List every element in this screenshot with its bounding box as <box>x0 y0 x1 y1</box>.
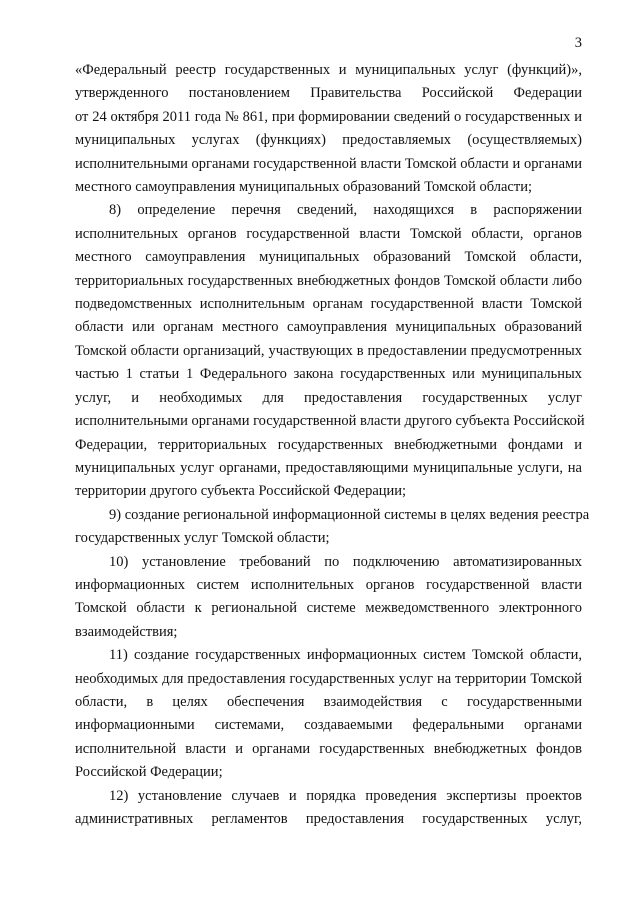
text-line: Федерации, территориальных государственных внебюджетными фондами и <box>75 436 582 453</box>
text-line: области или органам местного самоуправления муниципальных образований <box>75 319 582 336</box>
text-line: взаимодействия; <box>75 623 178 640</box>
paragraph <box>75 504 590 551</box>
text-line: Томской области к региональной системе межведомственного электронного <box>75 600 582 617</box>
text-line: административных регламентов предоставления государственных услуг, <box>75 811 582 827</box>
text-line: исполнительных органов государственной власти Томской области, органов <box>75 225 582 242</box>
text-line: исполнительными органами государственной власти Томской области и органами <box>75 155 582 172</box>
text-line: 10) установление требований по подключению автоматизированных <box>109 553 582 570</box>
text-line: местного самоуправления муниципальных образований Томской области; <box>75 179 532 196</box>
text-line: «Федеральный реестр государственных и муниципальных услуг (функций)», <box>75 62 582 78</box>
text-line: утвержденного постановлением Правительства Российской Федерации <box>75 85 582 102</box>
text-line: 11) создание государственных информационных систем Томской области, <box>109 647 582 664</box>
text-line: исполнительной власти и органами государственных внебюджетных фондов <box>75 740 582 757</box>
text-line: информационными системами, создаваемыми федеральными органами <box>75 717 582 734</box>
paragraph <box>75 199 585 503</box>
text-line: территориальных государственных внебюджетных фондов Томской области либо <box>75 272 582 289</box>
text-line: территории другого субъекта Российской Федерации; <box>75 483 407 500</box>
text-line: государственных услуг Томской области; <box>75 530 330 547</box>
document-body <box>75 59 590 831</box>
paragraph <box>75 644 582 784</box>
text-line: подведомственных исполнительным органам государственной власти Томской <box>75 296 582 313</box>
text-line: Томской области организаций, участвующих в предоставлении предусмотренных <box>75 342 582 359</box>
text-line: от 24 октября 2011 года № 861, при формировании сведений о государственных и <box>75 108 582 125</box>
paragraph <box>75 785 582 832</box>
paragraph <box>75 551 582 645</box>
page-number: 3 <box>574 35 582 51</box>
text-line: Российской Федерации; <box>75 764 223 781</box>
text-line: 12) установление случаев и порядка проведения экспертизы проектов <box>109 787 582 804</box>
text-line: информационных систем исполнительных органов государственной власти <box>75 576 582 593</box>
paragraph <box>75 59 582 199</box>
text-line: частью 1 статьи 1 Федерального закона государственных или муниципальных <box>75 366 582 383</box>
text-line: услуг, и необходимых для предоставления государственных услуг <box>75 389 582 406</box>
text-line: исполнительными органами государственной власти другого субъекта Российской <box>75 413 585 430</box>
text-line: 9) создание региональной информационной системы в целях ведения реестра <box>109 506 590 523</box>
text-line: местного самоуправления муниципальных образований Томской области, <box>75 249 582 266</box>
text-line: муниципальных услуг органами, предоставляющими муниципальные услуги, на <box>75 459 582 476</box>
text-line: муниципальных услугах (функциях) предоставляемых (осуществляемых) <box>75 132 582 149</box>
text-line: 8) определение перечня сведений, находящихся в распоряжении <box>109 202 582 219</box>
text-line: необходимых для предоставления государственных услуг на территории Томской <box>75 670 582 687</box>
text-line: области, в целях обеспечения взаимодействия с государственными <box>75 693 582 710</box>
